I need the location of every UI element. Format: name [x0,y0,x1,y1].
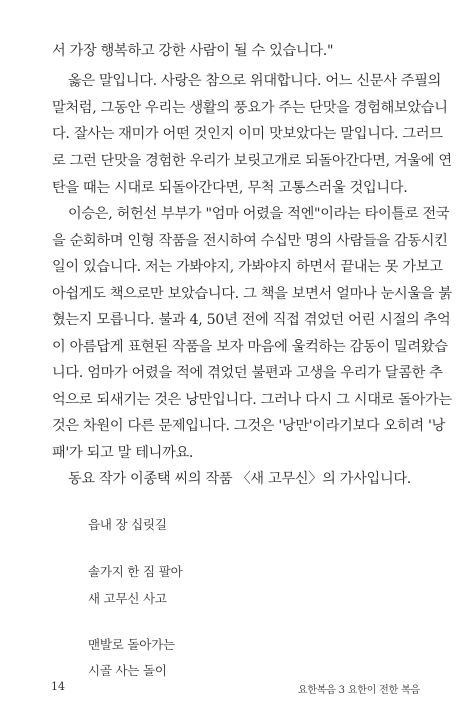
page-number: 14 [51,680,65,693]
paragraph-line: 옳은 말입니다. 사랑은 참으로 위대합니다. 어느 신문사 주필의 [68,73,442,89]
paragraph-line: 이 아름답게 표현된 작품을 보자 마음에 울컥하는 감동이 밀려왔습 [52,339,448,355]
paragraph-line: 탄을 때는 시대로 되돌아간다면, 무척 고통스러울 것입니다. [52,180,408,196]
paragraph-line: 억으로 되새기는 것은 낭만입니다. 그러나 다시 그 시대로 돌아가는 [52,392,452,408]
paragraph-line: 로 그런 단맛을 경험한 우리가 보릿고개로 되돌아간다면, 겨울에 연 [52,153,452,169]
paragraph-line: 을 순회하며 인형 작품을 전시하여 수십만 명의 사람들을 감동시킨 [52,233,448,249]
verse-line: 솔가지 한 짐 팔아 [88,564,183,579]
paragraph-line: 니다. 엄마가 어렸을 적에 겪었던 불편과 고생을 우리가 달콤한 추 [52,365,443,381]
paragraph-line: 아쉽게도 책으로만 보았습니다. 그 책을 보면서 얼마나 눈시울을 붉 [52,286,452,302]
verse-line: 읍내 장 십릿길 [88,517,167,532]
verse-line: 맨발로 돌아가는 [88,637,175,652]
verse-line: 새 고무신 사고 [88,591,167,606]
paragraph-line: 다. 잘사는 재미가 어떤 것인지 이미 맛보았다는 말입니다. 그러므 [52,126,443,142]
paragraph-line: 동요 작가 이종택 씨의 작품 〈새 고무신〉의 가사입니다. [68,471,411,487]
paragraph-line: 일이 있습니다. 저는 가봐야지, 가봐야지 하면서 끝내는 못 가보고 [52,259,443,275]
paragraph-line: 말처럼, 그동안 우리는 생활의 풍요가 주는 단맛을 경험해보았습니 [52,100,448,116]
verse-line: 시골 사는 돌이 [88,663,167,678]
paragraph-line: 혔는지 모릅니다. 불과 4, 50년 전에 직접 겪었던 어린 시절의 추억 [52,312,451,328]
paragraph-line: 이승은, 허헌선 부부가 "엄마 어렸을 적엔"이라는 타이틀로 전국 [68,206,450,222]
paragraph-line: 패'가 되고 말 테니까요. [52,445,194,461]
paragraph-line: 서 가장 행복하고 강한 사람이 될 수 있습니다." [52,43,334,59]
paragraph-line: 것은 차원이 다른 문제입니다. 그것은 '낭만'이라기보다 오히려 '낭 [52,418,446,434]
running-title: 요한복음 3 요한이 전한 복음 [297,685,420,696]
